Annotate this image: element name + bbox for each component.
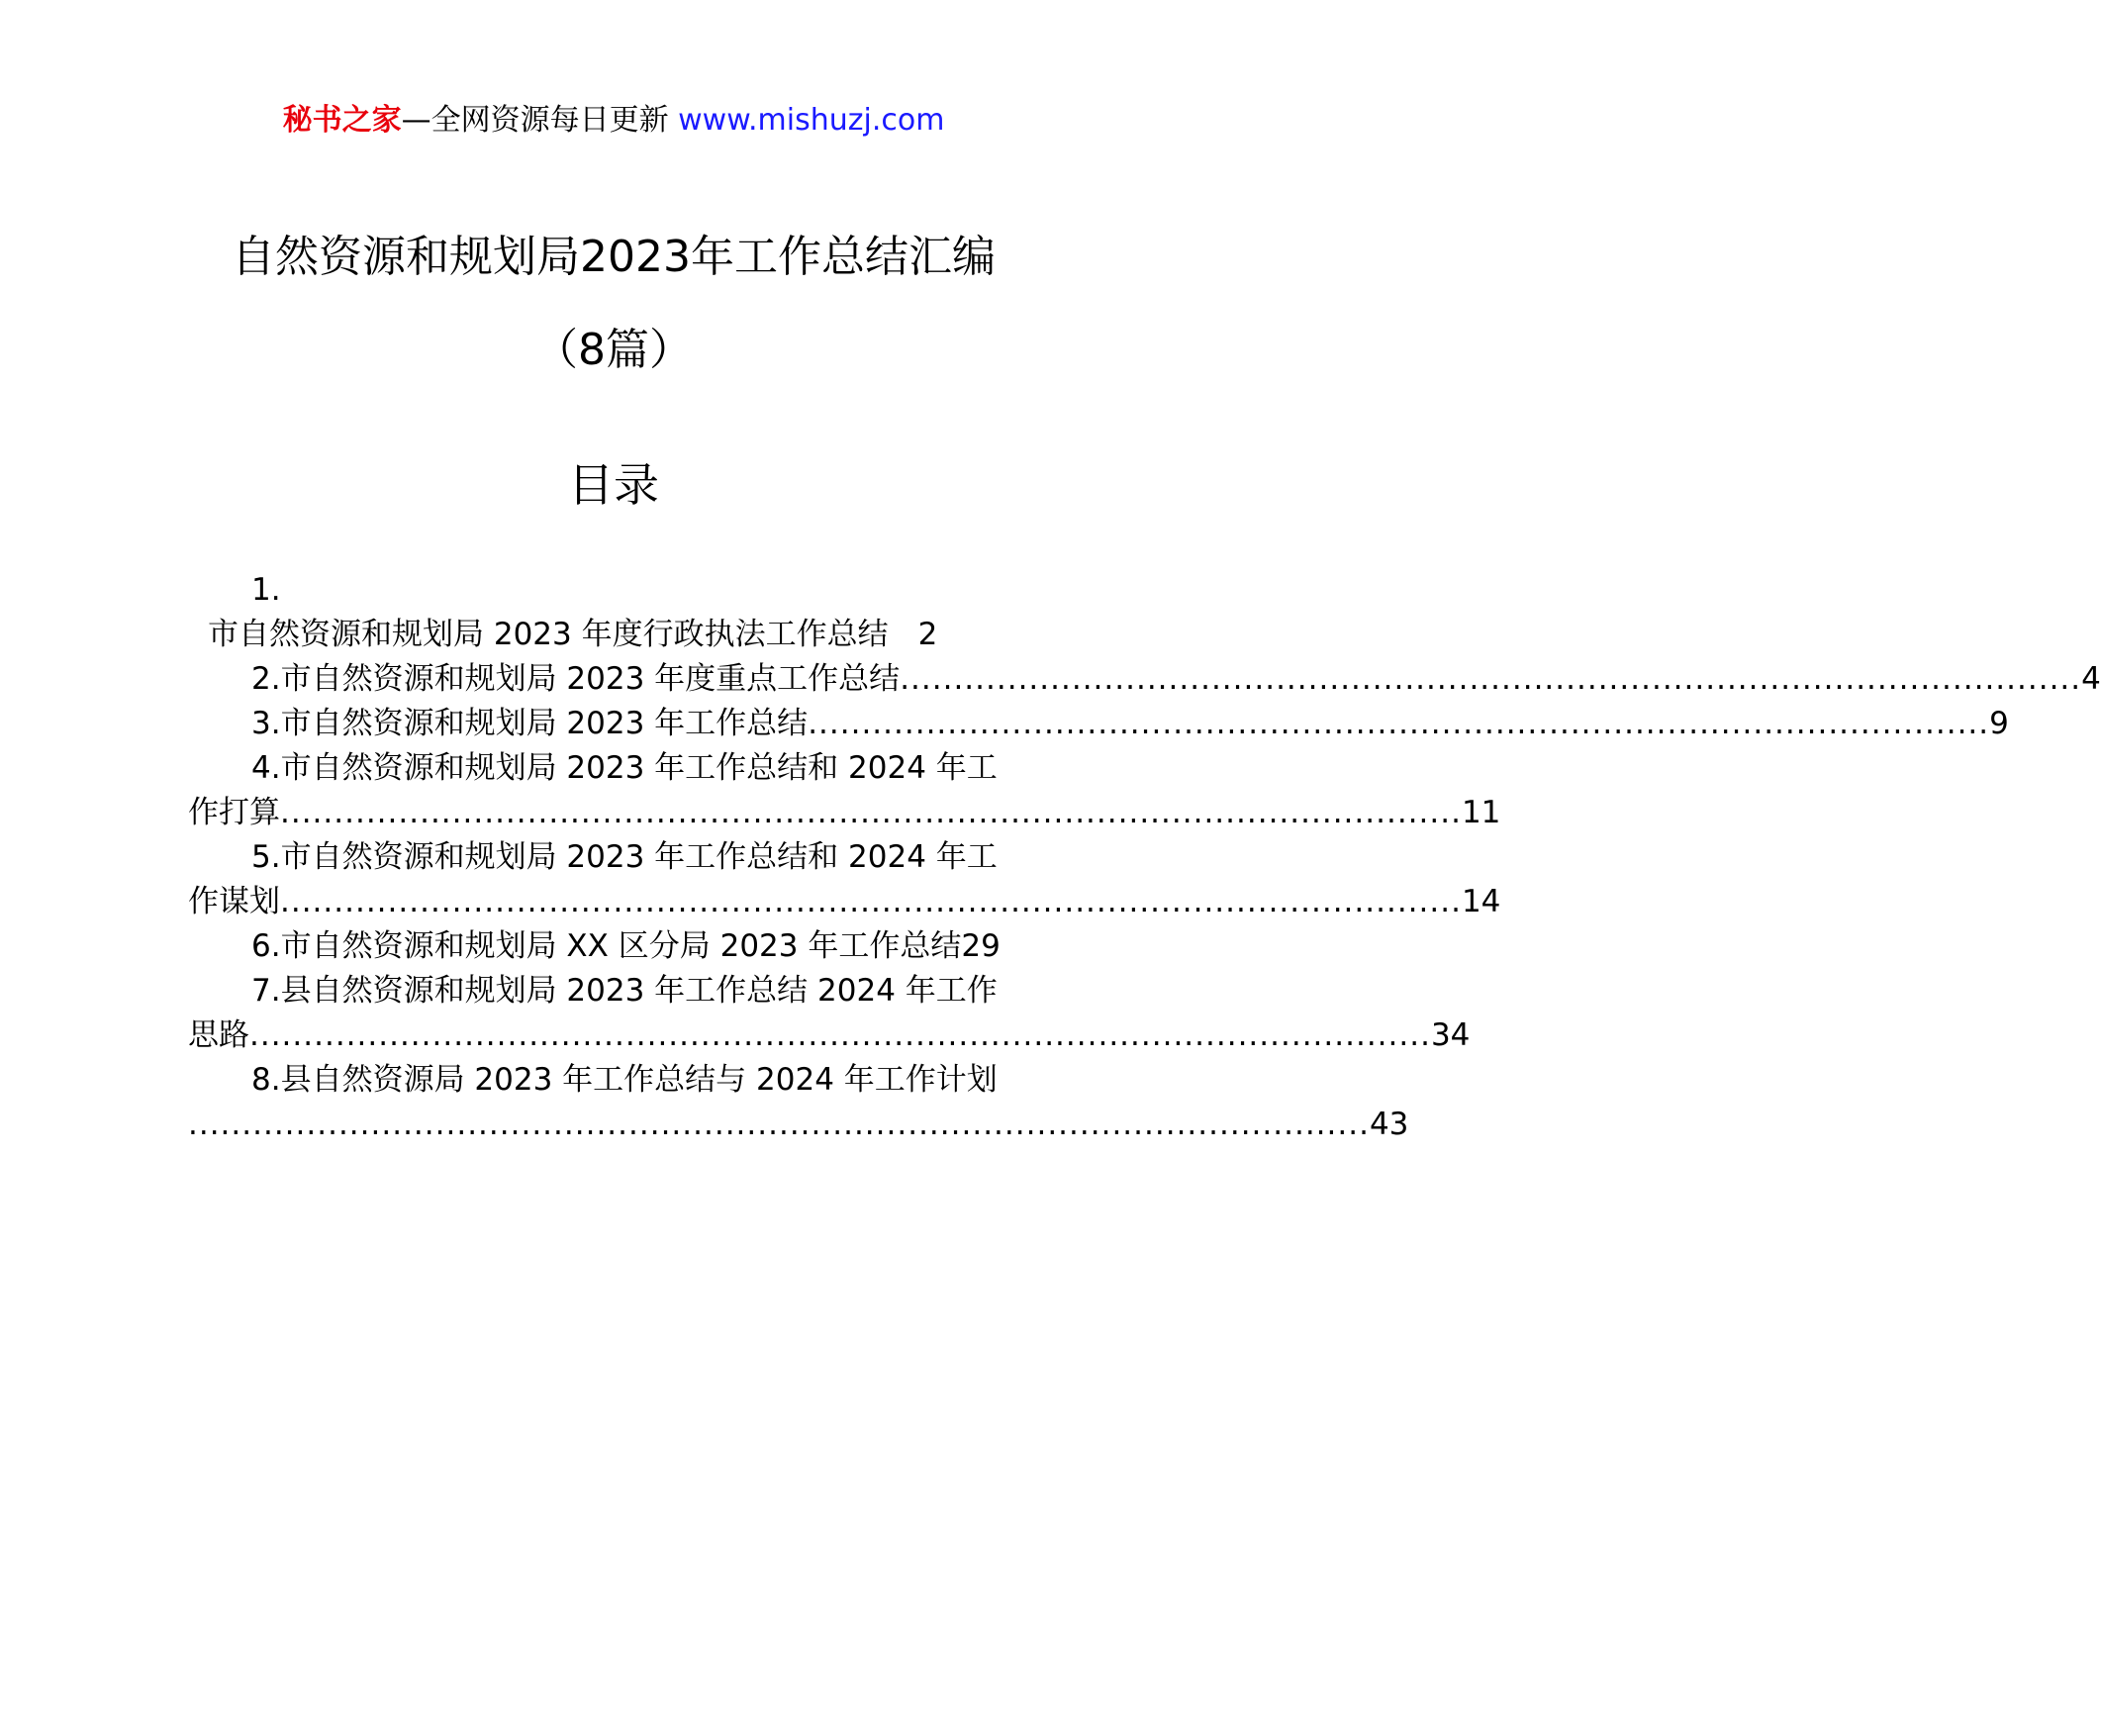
toc-entry-title-line1: 县自然资源局 2023 年工作总结与 2024 年工作计划: [280, 1062, 998, 1098]
toc-leader-dots: ..............................................................................................................: [188, 1107, 1370, 1142]
toc-entry-number: 7.: [251, 973, 281, 1009]
toc-entry-4-continued[interactable]: [188, 791, 1501, 835]
table-of-contents: [188, 568, 2101, 1147]
toc-entry-number: 1.: [251, 572, 281, 608]
toc-entry-title-line2: 作打算: [188, 795, 280, 830]
header-tagline: —全网资源每日更新: [401, 103, 679, 138]
toc-entry-4[interactable]: [188, 746, 1039, 791]
document-subtitle: （8篇）: [534, 325, 693, 375]
toc-entry-title-line2: 作谋划: [188, 884, 280, 919]
toc-entry-number: 6.: [251, 928, 281, 964]
toc-entry-page: 4: [2081, 661, 2101, 697]
toc-entry-title: 市自然资源和规划局 2023 年度重点工作总结: [280, 661, 901, 697]
site-url-link[interactable]: www.mishuzj.com: [678, 103, 945, 138]
toc-entry-1[interactable]: [188, 613, 1039, 657]
toc-entry-number: 5.: [251, 839, 281, 875]
toc-entry-5-continued[interactable]: [188, 880, 1501, 924]
toc-entry-number: 8.: [251, 1062, 281, 1098]
toc-entry-2[interactable]: [188, 657, 2101, 702]
toc-entry-page: 43: [1369, 1107, 1409, 1142]
toc-entry-number: 4.: [251, 750, 281, 786]
toc-entry-number: 2.: [251, 661, 281, 697]
toc-entry-3[interactable]: [188, 702, 2009, 746]
toc-entry-6[interactable]: [188, 924, 1039, 969]
toc-entry-page: 11: [1461, 795, 1501, 830]
toc-entry-title-line1: 市自然资源和规划局 2023 年工作总结和 2024 年工: [280, 750, 998, 786]
toc-entry-8-continued[interactable]: [188, 1103, 1409, 1147]
site-header: [0, 99, 1227, 143]
toc-entry-number: 3.: [251, 706, 281, 741]
toc-entry-page: 29: [961, 928, 1001, 964]
toc-entry-title: 市自然资源和规划局 XX 区分局 2023 年工作总结: [280, 928, 962, 964]
toc-entry-page: 34: [1430, 1017, 1471, 1053]
toc-leader-dots: ..............................................................................................................: [249, 1017, 1431, 1053]
toc-entry-page: 14: [1461, 884, 1501, 919]
brand-name: 秘书之家: [282, 103, 402, 138]
toc-entry-title-line1: 市自然资源和规划局 2023 年工作总结和 2024 年工: [280, 839, 998, 875]
toc-leader-dots: ..............................................................................................................: [280, 884, 1462, 919]
toc-entry-8[interactable]: [188, 1058, 1039, 1103]
toc-entry-7[interactable]: [188, 969, 1039, 1013]
toc-leader-dots: ..............................................................................................................: [900, 661, 2082, 697]
toc-entry-title: 市自然资源和规划局 2023 年度行政执法工作总结: [208, 617, 889, 652]
toc-entry-5[interactable]: [188, 835, 1039, 880]
toc-leader-dots: ..............................................................................................................: [808, 706, 1990, 741]
toc-entry-7-continued[interactable]: [188, 1013, 1471, 1058]
toc-heading: 目录: [568, 458, 659, 512]
toc-entry-page: 9: [1989, 706, 2009, 741]
toc-entry-title-line1: 县自然资源和规划局 2023 年工作总结 2024 年工作: [280, 973, 998, 1009]
toc-entry-1-number[interactable]: [188, 568, 1039, 613]
toc-entry-page: 2: [917, 617, 938, 652]
toc-entry-title-line2: 思路: [188, 1017, 249, 1053]
toc-leader-dots: ..............................................................................................................: [280, 795, 1462, 830]
document-title: 自然资源和规划局2023年工作总结汇编: [232, 232, 996, 282]
toc-entry-title: 市自然资源和规划局 2023 年工作总结: [280, 706, 809, 741]
